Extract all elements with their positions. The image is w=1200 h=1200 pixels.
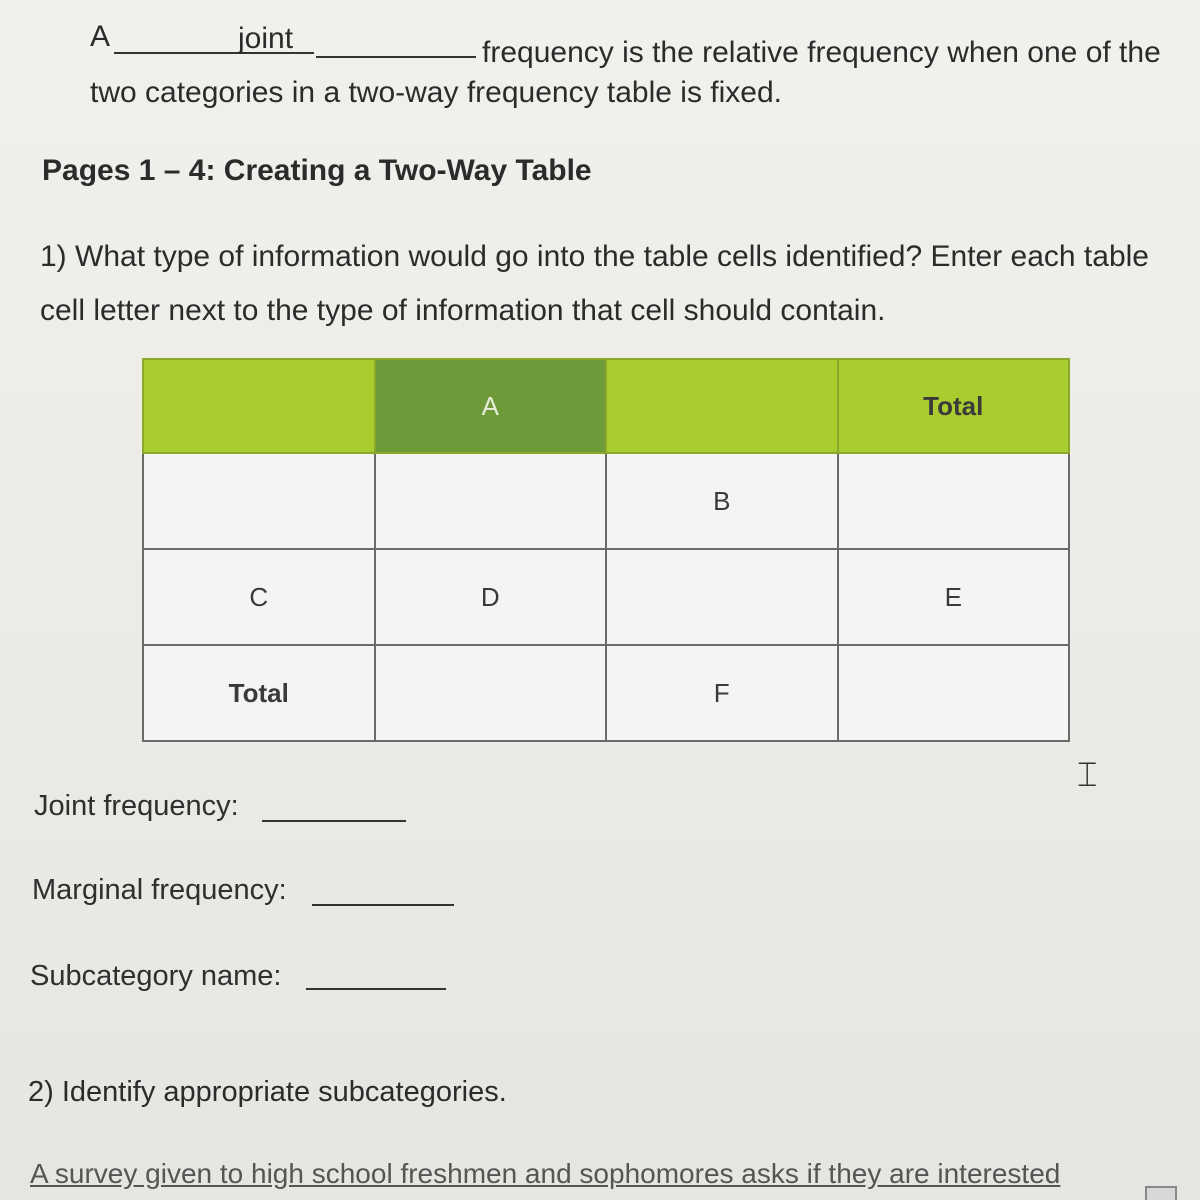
marginal-frequency-label: Marginal frequency:	[32, 874, 287, 906]
intro-line2: two categories in a two-way frequency table is fixed.	[90, 76, 783, 109]
intro-rest-line1: frequency is the relative frequency when one of the	[482, 36, 1161, 69]
marginal-frequency-field[interactable]	[312, 904, 454, 906]
question1-line2: cell letter next to the type of information that cell should contain.	[40, 294, 886, 327]
cutoff-paragraph: A survey given to high school freshmen and sophomores asks if they are interested	[30, 1158, 1061, 1189]
table-cell	[838, 645, 1070, 741]
table-header-row	[143, 359, 1069, 453]
table-cell	[606, 359, 838, 453]
section-heading: Pages 1 – 4: Creating a Two-Way Table	[42, 154, 592, 187]
table-cell-total-header: Total	[838, 359, 1070, 453]
i-beam-cursor-icon: ⌶	[1077, 756, 1098, 794]
question2-text: 2) Identify appropriate subcategories.	[28, 1076, 507, 1108]
intro-article: A	[90, 20, 111, 53]
table-cell	[606, 549, 838, 645]
table-cell	[143, 359, 375, 453]
table-row	[143, 645, 1069, 741]
two-way-table	[142, 358, 1070, 742]
subcategory-name-field[interactable]	[306, 988, 446, 990]
joint-frequency-label: Joint frequency:	[34, 790, 239, 822]
joint-frequency-field[interactable]	[262, 820, 406, 822]
table-cell-D: D	[375, 549, 607, 645]
table-row	[143, 453, 1069, 549]
table-cell-F: F	[606, 645, 838, 741]
table-cell	[375, 645, 607, 741]
intro-filled-answer[interactable]: joint	[238, 22, 294, 55]
answer-blank-line-right	[316, 56, 476, 58]
table-cell-A: A	[375, 359, 607, 453]
subcategory-name-label: Subcategory name:	[30, 960, 282, 992]
table-cell	[838, 453, 1070, 549]
table-cell-C: C	[143, 549, 375, 645]
table-cell	[143, 453, 375, 549]
table-cell	[375, 453, 607, 549]
window-corner-icon[interactable]	[1145, 1186, 1177, 1200]
table-cell-total-row: Total	[143, 645, 375, 741]
question1-line1: 1) What type of information would go into the table cells identified? Enter each table	[40, 240, 1149, 273]
table-row	[143, 549, 1069, 645]
table-cell-B: B	[606, 453, 838, 549]
table-cell-E: E	[838, 549, 1070, 645]
